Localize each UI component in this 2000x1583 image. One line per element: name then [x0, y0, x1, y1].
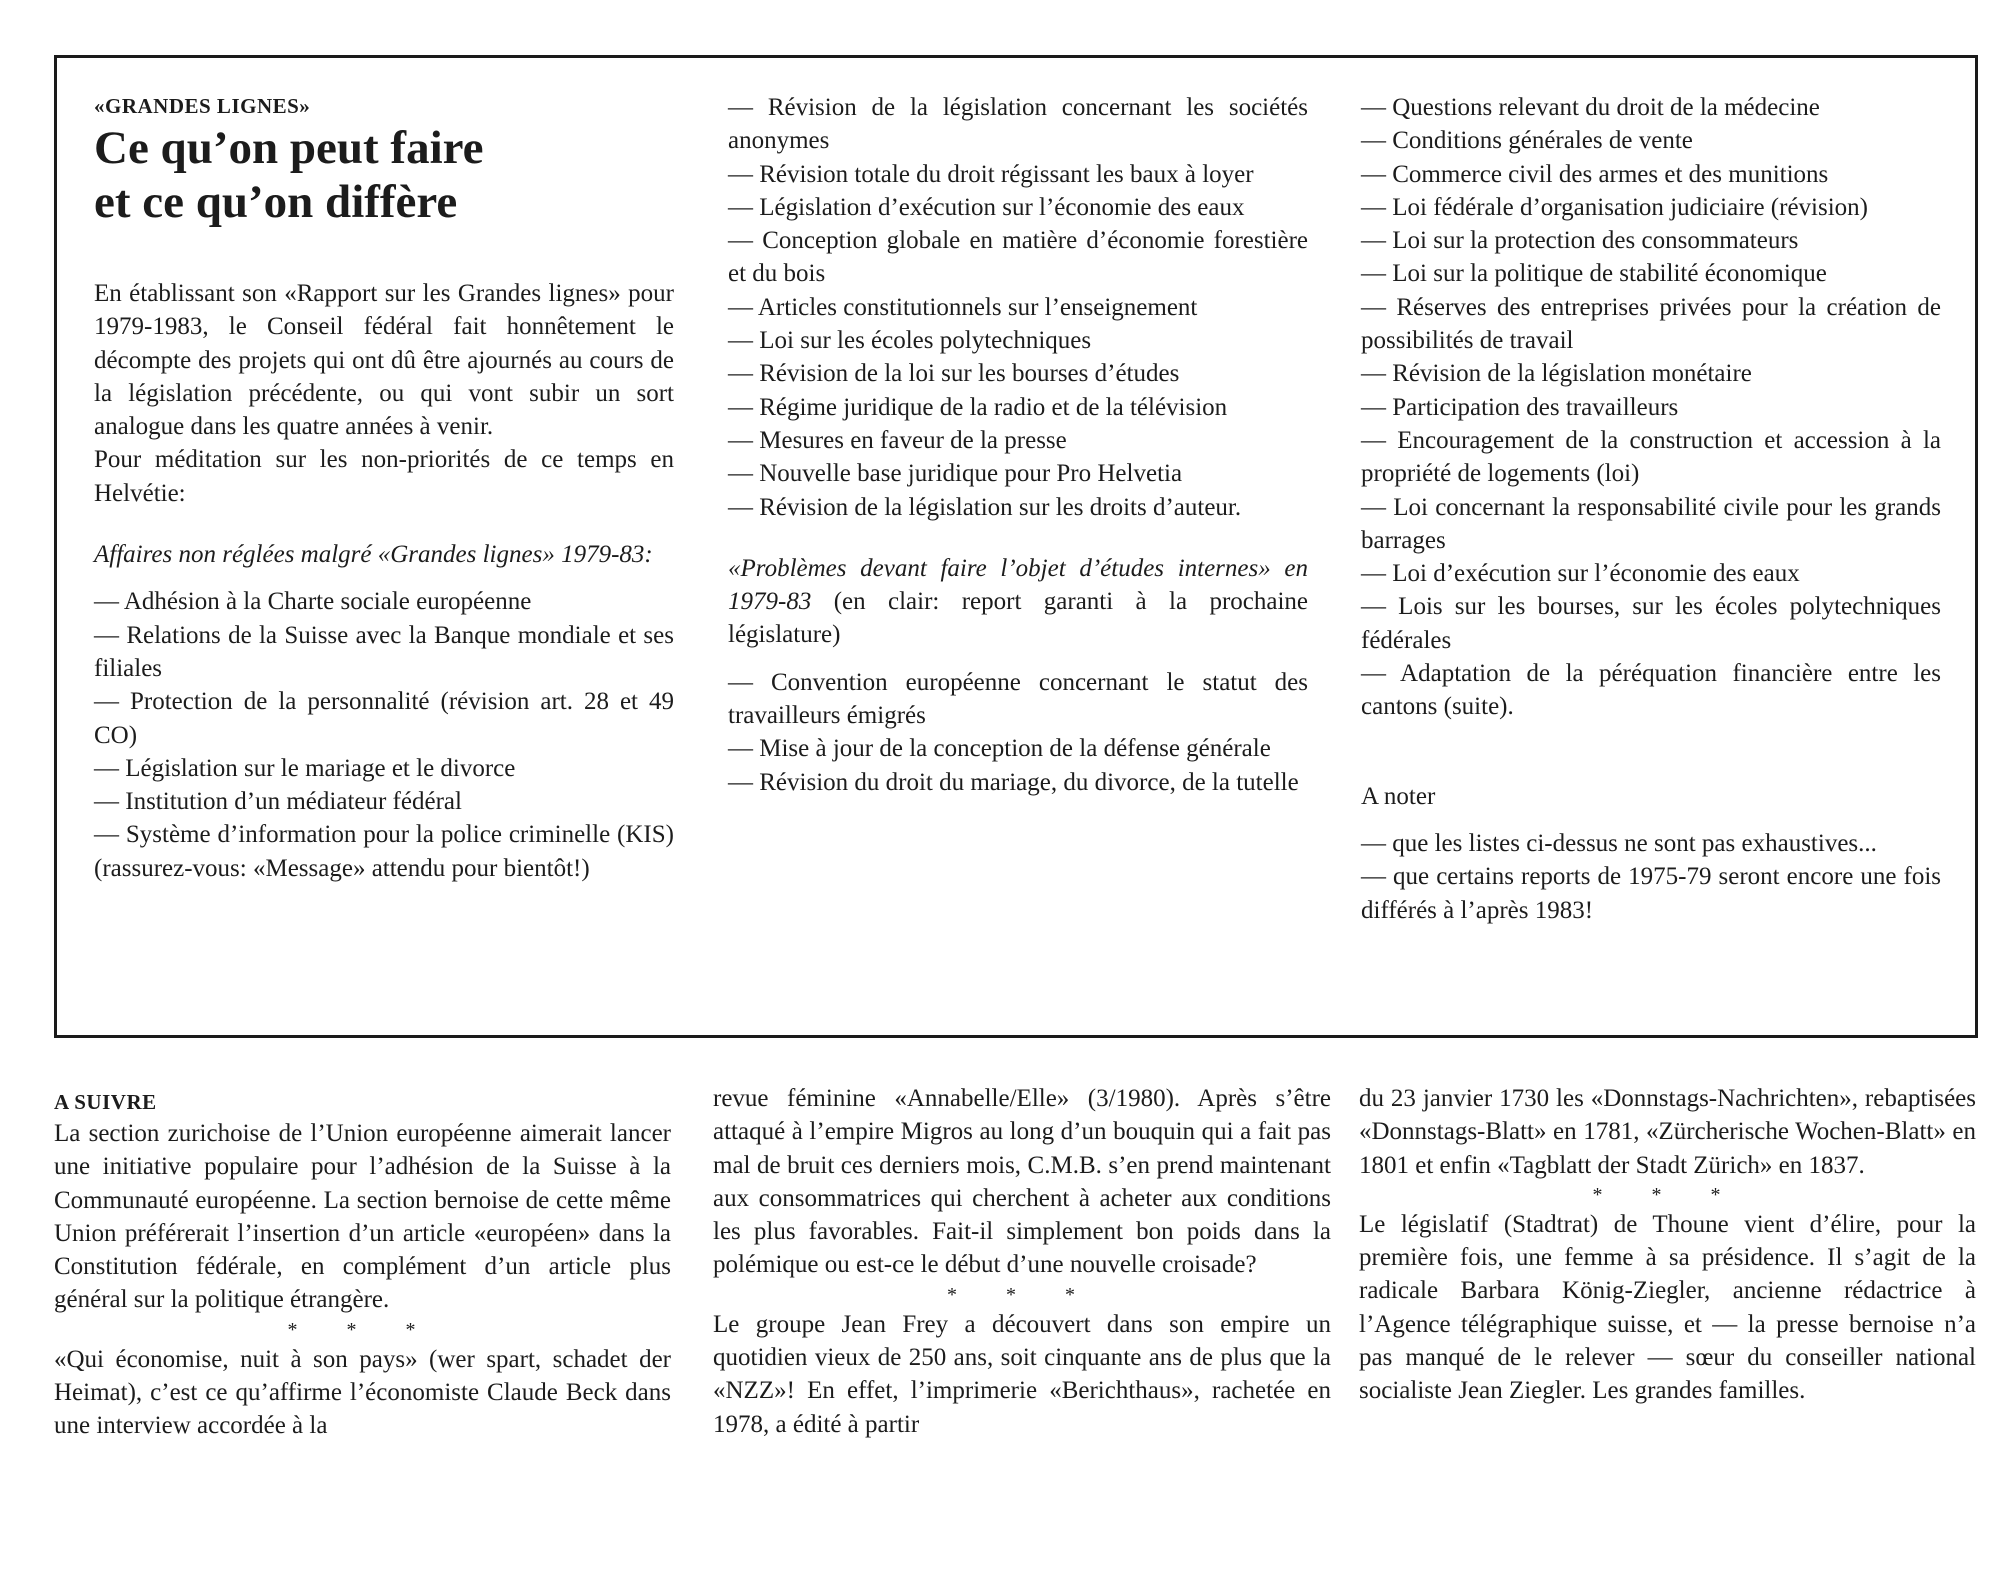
headline	[94, 121, 674, 229]
box-column-3	[1361, 91, 1941, 927]
list-item: — Convention européenne concernant le statut des travailleurs émigrés	[728, 668, 1308, 730]
separator-stars: * * *	[947, 1283, 1097, 1306]
list-item: — Conception globale en matière d’économie forestière et du bois	[728, 227, 1308, 288]
kicker: «GRANDES LIGNES»	[94, 94, 311, 118]
list-item: — Législation d’exécution sur l’économie des eaux	[728, 193, 1245, 221]
box-column-1	[94, 91, 674, 885]
section-heading-note: (en clair: report garanti à la prochaine législature)	[728, 588, 1308, 649]
section-title: A SUIVRE	[54, 1090, 157, 1114]
article-paragraph: Le législatif (Stadtrat) de Thoune vient d’élire, pour la première fois, une femme à sa présidence. Il s’agit de la radicale Barbara König-Ziegler, ancienne rédactrice à l’Agence télégraphique suisse, et — la presse bernoise n’a pas manqué de le relever — sœur du conseiller national socialiste Jean Ziegler. Les grandes familles.	[1359, 1210, 1976, 1405]
list-item: — Révision du droit du mariage, du divorce, de la tutelle	[728, 768, 1299, 796]
section-heading: Affaires non réglées malgré «Grandes lignes» 1979-83:	[94, 541, 653, 569]
article-paragraph: «Qui économise, nuit à son pays» (wer spart, schadet der Heimat), c’est ce qu’affirme l’économiste Claude Beck dans une interview accordée à la	[54, 1345, 671, 1440]
list-item: — Lois sur les bourses, sur les écoles polytechniques fédérales	[1361, 593, 1941, 654]
list-item: — Protection de la personnalité (révision art. 28 et 49 CO)	[94, 688, 674, 749]
list-item: — Commerce civil des armes et des munitions	[1361, 160, 1829, 188]
list-item: — Institution d’un médiateur fédéral	[94, 788, 462, 816]
headline-line-2: et ce qu’on diffère	[94, 176, 458, 228]
headline-line-1: Ce qu’on peut faire	[94, 122, 484, 174]
list-item: — Adaptation de la péréquation financière entre les cantons (suite).	[1361, 660, 1941, 721]
article-paragraph: du 23 janvier 1730 les «Donnstags-Nachrichten», rebaptisées «Donnstags-Blatt» en 1781, «Zürcherische Wochen-Blatt» en 1801 et enfin «Tagblatt der Stadt Zürich» en 1837.	[1359, 1085, 1976, 1179]
article-paragraph: Le groupe Jean Frey a découvert dans son empire un quotidien vieux de 250 ans, soit cinquante ans de plus que la «NZZ»! En effet, l’imprimerie «Berichthaus», rachetée en 1978, a édité à partir	[713, 1310, 1331, 1438]
list-item: — Loi sur la politique de stabilité économique	[1361, 260, 1827, 288]
box-column-2	[728, 91, 1308, 799]
separator-stars: * * *	[287, 1318, 438, 1341]
section-heading	[728, 552, 1308, 652]
list-item: — Nouvelle base juridique pour Pro Helvetia	[728, 460, 1183, 488]
list-item: — Relations de la Suisse avec la Banque mondiale et ses filiales	[94, 621, 674, 682]
article-column-1	[54, 1087, 671, 1443]
list-item: — Mesures en faveur de la presse	[728, 426, 1067, 454]
note-heading: A noter	[1361, 782, 1436, 810]
intro-paragraph: Pour méditation sur les non-priorités de ce temps en Helvétie:	[94, 446, 674, 507]
intro-paragraph: En établissant son «Rapport sur les Grandes lignes» pour 1979-1983, le Conseil fédéral fait honnêtement le décompte des projets qui ont dû être ajournés au cours de la législation précédente, ou qui vont subir un sort analogue dans les quatre années à venir.	[94, 280, 674, 441]
list-item: — Articles constitutionnels sur l’enseignement	[728, 293, 1198, 321]
list-item: — Réserves des entreprises privées pour la création de possibilités de travail	[1361, 293, 1941, 355]
list-item: — que certains reports de 1975-79 seront encore une fois différés à l’après 1983!	[1361, 863, 1941, 924]
article-paragraph: La section zurichoise de l’Union européenne aimerait lancer une initiative populaire pour l’adhésion de la Suisse à la Communauté européenne. La section bernoise de cette même Union préférerait l’insertion d’un article «européen» dans la Constitution fédérale, en complément d’un article plus général sur la politique étrangère.	[54, 1120, 671, 1314]
list-item: — Régime juridique de la radio et de la télévision	[728, 393, 1228, 421]
list-item: — Loi sur la protection des consommateurs	[1361, 227, 1799, 255]
list-item: — Révision de la loi sur les bourses d’études	[728, 360, 1180, 388]
list-item: — Révision totale du droit régissant les baux à loyer	[728, 160, 1254, 188]
list-item: — Loi d’exécution sur l’économie des eaux	[1361, 560, 1800, 588]
list-item: — que les listes ci-dessus ne sont pas exhaustives...	[1361, 829, 1877, 857]
list-item: — Loi fédérale d’organisation judiciaire (révision)	[1361, 193, 1868, 221]
list-item: — Questions relevant du droit de la médecine	[1361, 94, 1820, 121]
list-item: — Encouragement de la construction et accession à la propriété de logements (loi)	[1361, 426, 1941, 488]
article-column-2	[713, 1082, 1331, 1441]
list-item: — Révision de la législation concernant les sociétés anonymes	[728, 94, 1308, 155]
list-item: — Adhésion à la Charte sociale européenne	[94, 588, 532, 616]
list-item: — Mise à jour de la conception de la défense générale	[728, 735, 1271, 763]
list-item: — Législation sur le mariage et le divorce	[94, 754, 516, 782]
list-item: — Loi sur les écoles polytechniques	[728, 327, 1092, 355]
list-item: — Système d’information pour la police criminelle (KIS) (rassurez-vous: «Message» attendu pour bientôt!)	[94, 821, 674, 882]
list-item: — Révision de la législation sur les droits d’auteur.	[728, 493, 1242, 521]
list-item: — Révision de la législation monétaire	[1361, 360, 1752, 388]
list-item: — Conditions générales de vente	[1361, 127, 1693, 155]
separator-stars: * * *	[1592, 1183, 1743, 1206]
article-paragraph: revue féminine «Annabelle/Elle» (3/1980). Après s’être attaqué à l’empire Migros au long d’un bouquin qui a fait pas mal de bruit ces derniers mois, C.M.B. s’en prend maintenant aux consommatrices qui cherchent à acheter aux conditions les plus favorables. Fait-il simplement bon poids dans la polémique ou est-ce le début d’une nouvelle croisade?	[713, 1085, 1331, 1279]
list-item: — Participation des travailleurs	[1361, 393, 1679, 421]
list-item: — Loi concernant la responsabilité civile pour les grands barrages	[1361, 493, 1941, 554]
section-heading-title: «Problèmes devant faire l’objet d’études internes» en 1979-83	[728, 554, 1308, 616]
article-column-3	[1359, 1082, 1976, 1408]
